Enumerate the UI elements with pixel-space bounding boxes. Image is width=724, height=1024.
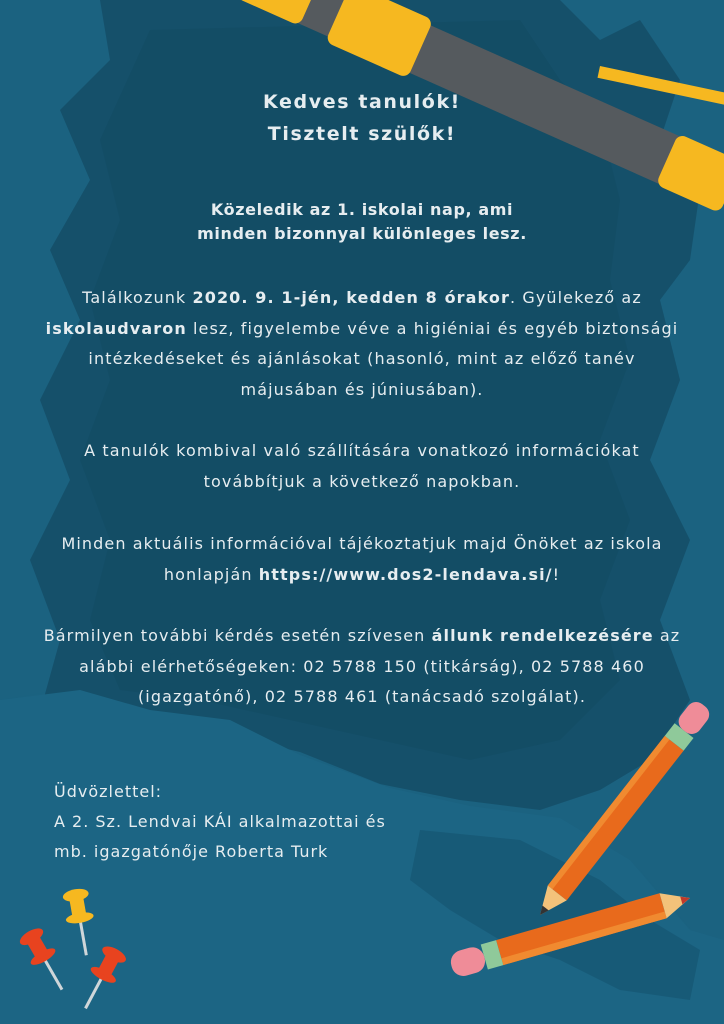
intro-line-1: Közeledik az 1. iskolai nap, ami	[210, 200, 514, 219]
contact-text-2: az alábbi elérhetőségeken: 02 5788 150 (titkárság), 02 5788 460 (igazgatónő), 02 5788 461 (tanácsadó szolgálat).	[79, 626, 681, 706]
meeting-text-2: . Gyülekező az	[509, 288, 642, 307]
website-text-1: Minden aktuális információval tájékoztatjuk majd Önöket az iskola honlapján	[61, 534, 663, 584]
greeting-line-1: Kedves tanulók!	[263, 91, 461, 113]
signature-line-1: Üdvözlettel:	[54, 782, 163, 801]
signature	[54, 777, 386, 867]
transport-paragraph: A tanulók kombival való szállítására vonatkozó információkat továbbítjuk a következő napokban.	[84, 441, 640, 491]
website-link[interactable]: https://www.dos2-lendava.si/	[258, 564, 553, 584]
intro-line-2: minden bizonnyal különleges lesz.	[197, 224, 527, 243]
website-paragraph	[40, 529, 684, 590]
contact-emphasis: állunk rendelkezésére	[431, 626, 654, 645]
signature-line-2: A 2. Sz. Lendvai KÁI alkalmazottai és	[54, 812, 386, 831]
meeting-date: 2020. 9. 1-jén, kedden 8 órakor	[192, 288, 510, 307]
meeting-text-1: Találkozunk	[82, 288, 193, 307]
greeting-line-2: Tisztelt szülők!	[267, 123, 457, 145]
contact-text-1: Bármilyen további kérdés esetén szívesen	[43, 626, 432, 645]
contact-paragraph	[40, 621, 684, 713]
meeting-paragraph	[40, 283, 684, 405]
intro-heading	[0, 198, 724, 246]
meeting-text-3: lesz, figyelembe véve a higiéniai és egyéb biztonsági intézkedéseket és ajánlásokat (hasonló, mint az előző tanév májusában és júniusában).	[88, 318, 679, 399]
website-text-2: !	[552, 564, 561, 584]
greeting	[0, 86, 724, 150]
meeting-place: iskolaudvaron	[45, 318, 187, 338]
signature-line-3: mb. igazgatónője Roberta Turk	[54, 842, 329, 861]
